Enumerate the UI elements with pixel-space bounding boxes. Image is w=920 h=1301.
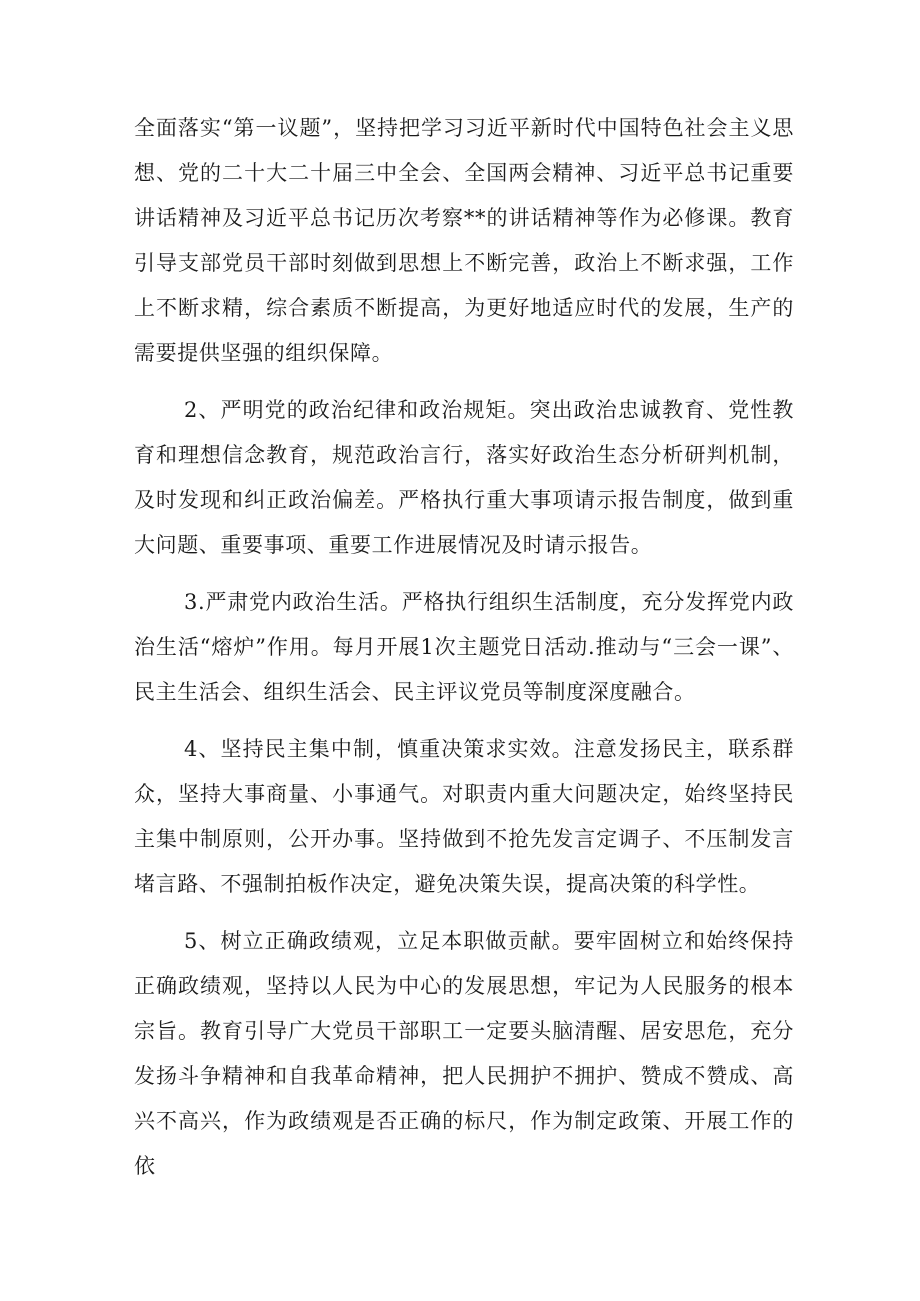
paragraph-item-4-democratic-centralism: 4、坚持民主集中制，慎重决策求实效。注意发扬民主，联系群众，坚持大事商量、小事通气。对职责内重大问题决定，始终坚持民主集中制原则，公开办事。坚持做到不抢先发言定调子、不压制发言堵言路、不强制拍板作决定，避免决策失误，提高决策的科学性。 — [134, 737, 794, 896]
paragraph-item-3-party-life: 3.严肃党内政治生活。严格执行组织生活制度，充分发挥党内政治生活“熔炉”作用。每月开展1次主题党日活动.推动与“三会一课”、民主生活会、组织生活会、民主评议党员等制度深度融合。 — [134, 590, 794, 704]
paragraph-item-5-performance-view: 5、树立正确政绩观，立足本职做贡献。要牢固树立和始终保持正确政绩观，坚持以人民为中心的发展思想，牢记为人民服务的根本宗旨。教育引导广大党员干部职工一定要头脑清醒、居安思危，充分发扬斗争精神和自我革命精神，把人民拥护不拥护、赞成不赞成、高兴不高兴，作为政绩观是否正确的标尺，作为制定政策、开展工作的依 — [134, 929, 794, 1178]
paragraph-item-2-political-discipline: 2、严明党的政治纪律和政治规矩。突出政治忠诚教育、党性教育和理想信念教育，规范政治言行，落实好政治生态分析研判机制，及时发现和纠正政治偏差。严格执行重大事项请示报告制度，做到重大问题、重要事项、重要工作进展情况及时请示报告。 — [134, 398, 794, 557]
document-body — [134, 106, 794, 1189]
paragraph-first-议题: 全面落实“第一议题”，坚持把学习习近平新时代中国特色社会主义思想、党的二十大二十届三中全会、全国两会精神、习近平总书记重要讲话精神及习近平总书记历次考察**的讲话精神等作为必修课。教育引导支部党员干部时刻做到思想上不断完善，政治上不断求强，工作上不断求精，综合素质不断提高，为更好地适应时代的发展，生产的需要提供坚强的组织保障。 — [134, 116, 794, 365]
